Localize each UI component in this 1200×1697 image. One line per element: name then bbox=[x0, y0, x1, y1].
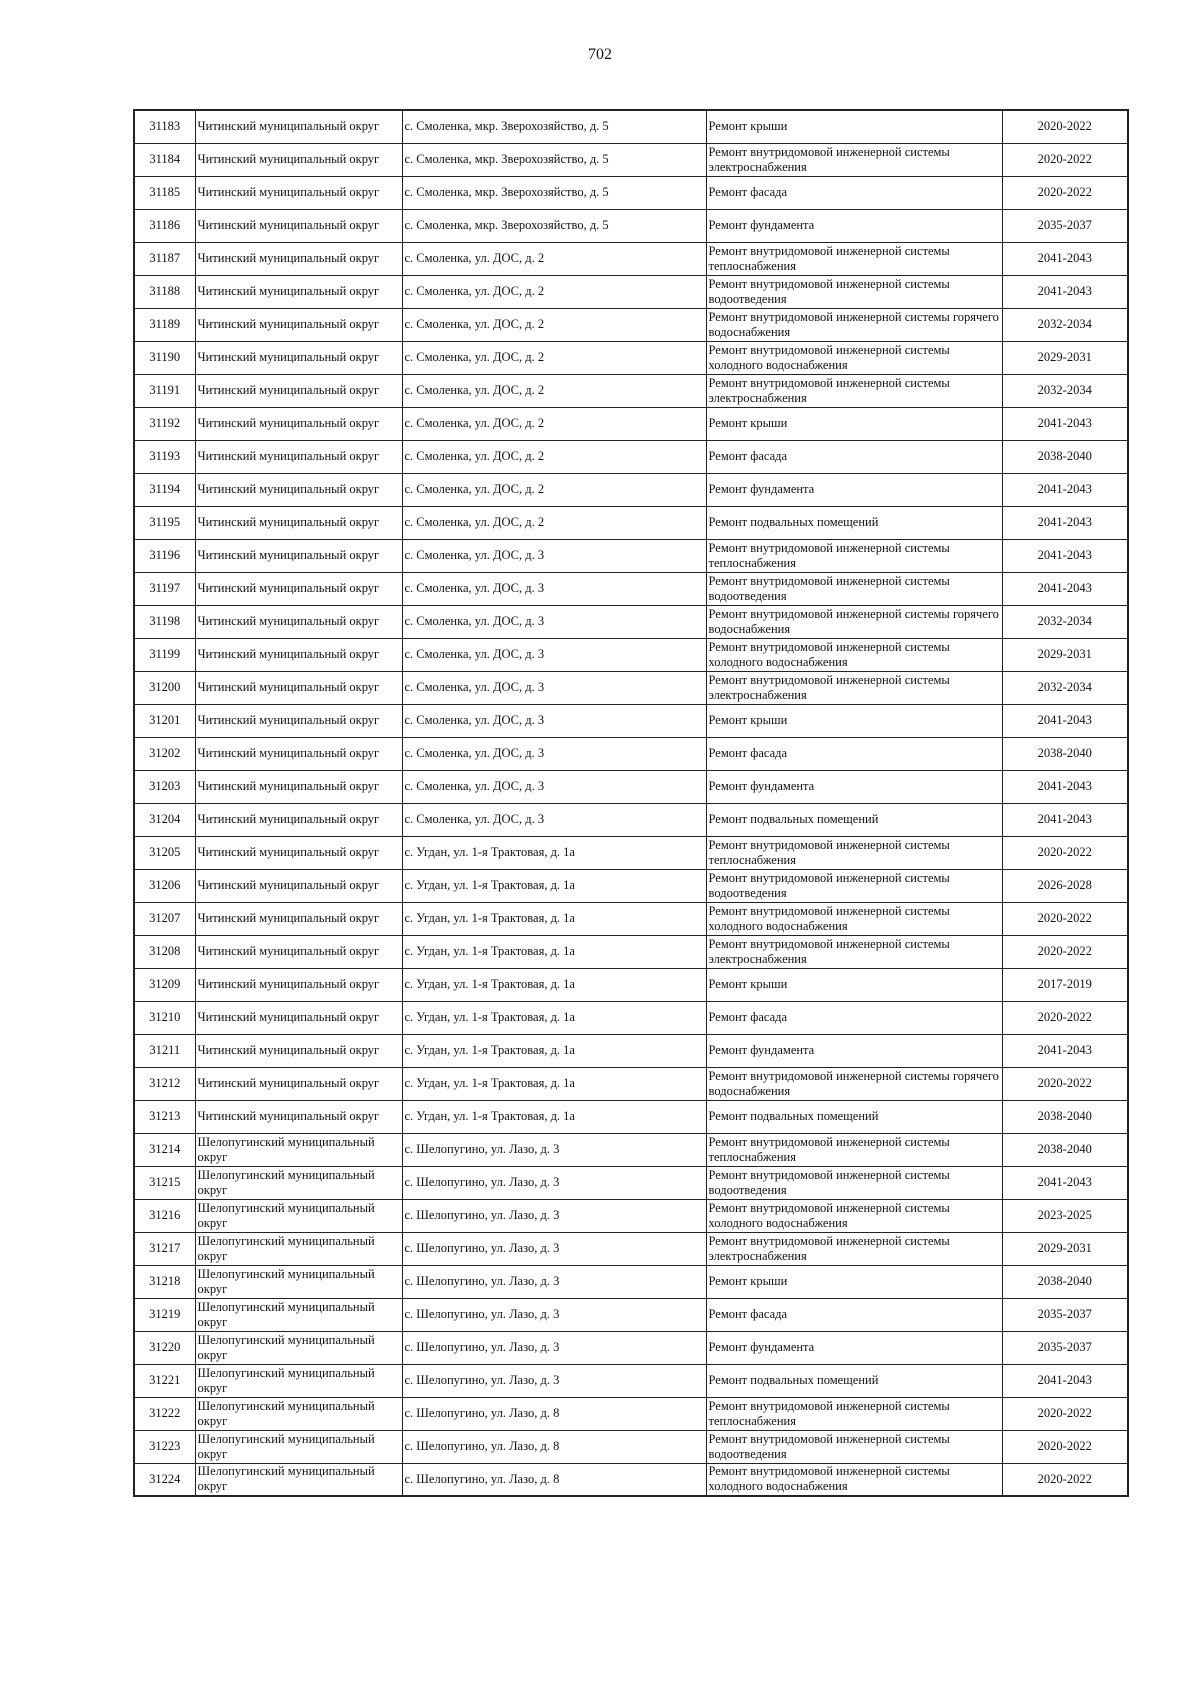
work-type-cell: Ремонт внутридомовой инженерной системы холодного водоснабжения bbox=[706, 1199, 1002, 1232]
work-type-cell: Ремонт фасада bbox=[706, 1298, 1002, 1331]
address-cell: с. Смоленка, ул. ДОС, д. 3 bbox=[402, 737, 706, 770]
work-type-cell: Ремонт фундамента bbox=[706, 770, 1002, 803]
table-row bbox=[134, 1397, 1128, 1430]
work-type-cell: Ремонт внутридомовой инженерной системы горячего водоснабжения bbox=[706, 1067, 1002, 1100]
municipality-cell: Шелопугинский муниципальный округ bbox=[195, 1133, 402, 1166]
row-number-cell: 31204 bbox=[134, 803, 195, 836]
row-number-cell: 31198 bbox=[134, 605, 195, 638]
table-row bbox=[134, 902, 1128, 935]
table-row bbox=[134, 1166, 1128, 1199]
address-cell: с. Смоленка, ул. ДОС, д. 3 bbox=[402, 539, 706, 572]
table-row bbox=[134, 209, 1128, 242]
table-row bbox=[134, 1199, 1128, 1232]
table-body bbox=[134, 110, 1128, 1496]
period-cell: 2020-2022 bbox=[1002, 1397, 1128, 1430]
table-row bbox=[134, 308, 1128, 341]
period-cell: 2020-2022 bbox=[1002, 176, 1128, 209]
address-cell: с. Смоленка, ул. ДОС, д. 2 bbox=[402, 473, 706, 506]
work-type-cell: Ремонт внутридомовой инженерной системы теплоснабжения bbox=[706, 539, 1002, 572]
address-cell: с. Смоленка, ул. ДОС, д. 2 bbox=[402, 374, 706, 407]
work-type-cell: Ремонт внутридомовой инженерной системы электроснабжения bbox=[706, 671, 1002, 704]
period-cell: 2041-2043 bbox=[1002, 275, 1128, 308]
work-type-cell: Ремонт внутридомовой инженерной системы водоотведения bbox=[706, 572, 1002, 605]
table-row bbox=[134, 1034, 1128, 1067]
municipality-cell: Читинский муниципальный округ bbox=[195, 638, 402, 671]
row-number-cell: 31223 bbox=[134, 1430, 195, 1463]
row-number-cell: 31203 bbox=[134, 770, 195, 803]
table-row bbox=[134, 176, 1128, 209]
period-cell: 2029-2031 bbox=[1002, 1232, 1128, 1265]
municipality-cell: Шелопугинский муниципальный округ bbox=[195, 1364, 402, 1397]
row-number-cell: 31206 bbox=[134, 869, 195, 902]
row-number-cell: 31187 bbox=[134, 242, 195, 275]
address-cell: с. Смоленка, ул. ДОС, д. 3 bbox=[402, 638, 706, 671]
municipality-cell: Читинский муниципальный округ bbox=[195, 209, 402, 242]
table-row bbox=[134, 1100, 1128, 1133]
table-row bbox=[134, 440, 1128, 473]
municipality-cell: Читинский муниципальный округ bbox=[195, 737, 402, 770]
address-cell: с. Шелопугино, ул. Лазо, д. 3 bbox=[402, 1331, 706, 1364]
table-row bbox=[134, 1463, 1128, 1496]
row-number-cell: 31193 bbox=[134, 440, 195, 473]
municipality-cell: Читинский муниципальный округ bbox=[195, 275, 402, 308]
municipality-cell: Читинский муниципальный округ bbox=[195, 968, 402, 1001]
work-type-cell: Ремонт фундамента bbox=[706, 473, 1002, 506]
period-cell: 2038-2040 bbox=[1002, 440, 1128, 473]
municipality-cell: Читинский муниципальный округ bbox=[195, 671, 402, 704]
work-type-cell: Ремонт внутридомовой инженерной системы теплоснабжения bbox=[706, 1397, 1002, 1430]
municipality-cell: Читинский муниципальный округ bbox=[195, 704, 402, 737]
address-cell: с. Шелопугино, ул. Лазо, д. 3 bbox=[402, 1166, 706, 1199]
work-type-cell: Ремонт внутридомовой инженерной системы водоотведения bbox=[706, 869, 1002, 902]
address-cell: с. Угдан, ул. 1-я Трактовая, д. 1а bbox=[402, 1100, 706, 1133]
row-number-cell: 31208 bbox=[134, 935, 195, 968]
address-cell: с. Угдан, ул. 1-я Трактовая, д. 1а bbox=[402, 869, 706, 902]
row-number-cell: 31221 bbox=[134, 1364, 195, 1397]
address-cell: с. Угдан, ул. 1-я Трактовая, д. 1а bbox=[402, 1034, 706, 1067]
municipality-cell: Читинский муниципальный округ bbox=[195, 935, 402, 968]
table-row bbox=[134, 110, 1128, 143]
table-row bbox=[134, 836, 1128, 869]
row-number-cell: 31224 bbox=[134, 1463, 195, 1496]
municipality-cell: Шелопугинский муниципальный округ bbox=[195, 1298, 402, 1331]
row-number-cell: 31218 bbox=[134, 1265, 195, 1298]
row-number-cell: 31212 bbox=[134, 1067, 195, 1100]
period-cell: 2023-2025 bbox=[1002, 1199, 1128, 1232]
work-type-cell: Ремонт крыши bbox=[706, 1265, 1002, 1298]
address-cell: с. Смоленка, ул. ДОС, д. 3 bbox=[402, 704, 706, 737]
address-cell: с. Угдан, ул. 1-я Трактовая, д. 1а bbox=[402, 836, 706, 869]
address-cell: с. Смоленка, ул. ДОС, д. 3 bbox=[402, 671, 706, 704]
page-number: 702 bbox=[588, 46, 612, 63]
table-row bbox=[134, 1430, 1128, 1463]
row-number-cell: 31202 bbox=[134, 737, 195, 770]
address-cell: с. Угдан, ул. 1-я Трактовая, д. 1а bbox=[402, 902, 706, 935]
address-cell: с. Смоленка, ул. ДОС, д. 3 bbox=[402, 803, 706, 836]
table-row bbox=[134, 869, 1128, 902]
period-cell: 2035-2037 bbox=[1002, 209, 1128, 242]
municipality-cell: Шелопугинский муниципальный округ bbox=[195, 1166, 402, 1199]
period-cell: 2041-2043 bbox=[1002, 1364, 1128, 1397]
row-number-cell: 31190 bbox=[134, 341, 195, 374]
work-type-cell: Ремонт внутридомовой инженерной системы холодного водоснабжения bbox=[706, 902, 1002, 935]
row-number-cell: 31222 bbox=[134, 1397, 195, 1430]
row-number-cell: 31209 bbox=[134, 968, 195, 1001]
row-number-cell: 31192 bbox=[134, 407, 195, 440]
row-number-cell: 31199 bbox=[134, 638, 195, 671]
work-type-cell: Ремонт внутридомовой инженерной системы теплоснабжения bbox=[706, 1133, 1002, 1166]
work-type-cell: Ремонт крыши bbox=[706, 110, 1002, 143]
table-row bbox=[134, 605, 1128, 638]
address-cell: с. Смоленка, ул. ДОС, д. 2 bbox=[402, 341, 706, 374]
municipality-cell: Читинский муниципальный округ bbox=[195, 1067, 402, 1100]
row-number-cell: 31185 bbox=[134, 176, 195, 209]
address-cell: с. Смоленка, ул. ДОС, д. 2 bbox=[402, 407, 706, 440]
address-cell: с. Смоленка, мкр. Зверохозяйство, д. 5 bbox=[402, 209, 706, 242]
row-number-cell: 31191 bbox=[134, 374, 195, 407]
period-cell: 2020-2022 bbox=[1002, 902, 1128, 935]
municipality-cell: Читинский муниципальный округ bbox=[195, 1034, 402, 1067]
municipality-cell: Читинский муниципальный округ bbox=[195, 407, 402, 440]
address-cell: с. Угдан, ул. 1-я Трактовая, д. 1а bbox=[402, 1067, 706, 1100]
row-number-cell: 31188 bbox=[134, 275, 195, 308]
table-row bbox=[134, 1331, 1128, 1364]
row-number-cell: 31219 bbox=[134, 1298, 195, 1331]
work-type-cell: Ремонт фундамента bbox=[706, 1034, 1002, 1067]
work-type-cell: Ремонт внутридомовой инженерной системы горячего водоснабжения bbox=[706, 605, 1002, 638]
municipality-cell: Читинский муниципальный округ bbox=[195, 341, 402, 374]
work-type-cell: Ремонт внутридомовой инженерной системы теплоснабжения bbox=[706, 242, 1002, 275]
work-type-cell: Ремонт крыши bbox=[706, 407, 1002, 440]
period-cell: 2020-2022 bbox=[1002, 1430, 1128, 1463]
period-cell: 2020-2022 bbox=[1002, 1001, 1128, 1034]
period-cell: 2041-2043 bbox=[1002, 242, 1128, 275]
municipality-cell: Читинский муниципальный округ bbox=[195, 473, 402, 506]
address-cell: с. Смоленка, мкр. Зверохозяйство, д. 5 bbox=[402, 110, 706, 143]
table-row bbox=[134, 671, 1128, 704]
work-type-cell: Ремонт внутридомовой инженерной системы горячего водоснабжения bbox=[706, 308, 1002, 341]
row-number-cell: 31214 bbox=[134, 1133, 195, 1166]
address-cell: с. Угдан, ул. 1-я Трактовая, д. 1а bbox=[402, 968, 706, 1001]
row-number-cell: 31210 bbox=[134, 1001, 195, 1034]
period-cell: 2029-2031 bbox=[1002, 341, 1128, 374]
work-type-cell: Ремонт фасада bbox=[706, 440, 1002, 473]
work-type-cell: Ремонт внутридомовой инженерной системы электроснабжения bbox=[706, 1232, 1002, 1265]
table-row bbox=[134, 737, 1128, 770]
table-row bbox=[134, 1232, 1128, 1265]
work-type-cell: Ремонт фундамента bbox=[706, 1331, 1002, 1364]
period-cell: 2041-2043 bbox=[1002, 704, 1128, 737]
table-row bbox=[134, 968, 1128, 1001]
work-type-cell: Ремонт внутридомовой инженерной системы холодного водоснабжения bbox=[706, 638, 1002, 671]
period-cell: 2038-2040 bbox=[1002, 1100, 1128, 1133]
table-row bbox=[134, 770, 1128, 803]
row-number-cell: 31201 bbox=[134, 704, 195, 737]
row-number-cell: 31220 bbox=[134, 1331, 195, 1364]
municipality-cell: Читинский муниципальный округ bbox=[195, 176, 402, 209]
municipality-cell: Читинский муниципальный округ bbox=[195, 770, 402, 803]
row-number-cell: 31196 bbox=[134, 539, 195, 572]
address-cell: с. Шелопугино, ул. Лазо, д. 3 bbox=[402, 1232, 706, 1265]
table-row bbox=[134, 242, 1128, 275]
address-cell: с. Смоленка, мкр. Зверохозяйство, д. 5 bbox=[402, 143, 706, 176]
table-row bbox=[134, 935, 1128, 968]
row-number-cell: 31213 bbox=[134, 1100, 195, 1133]
period-cell: 2041-2043 bbox=[1002, 506, 1128, 539]
work-type-cell: Ремонт внутридомовой инженерной системы холодного водоснабжения bbox=[706, 1463, 1002, 1496]
work-type-cell: Ремонт подвальных помещений bbox=[706, 803, 1002, 836]
municipality-cell: Читинский муниципальный округ bbox=[195, 242, 402, 275]
address-cell: с. Угдан, ул. 1-я Трактовая, д. 1а bbox=[402, 1001, 706, 1034]
municipality-cell: Читинский муниципальный округ bbox=[195, 374, 402, 407]
address-cell: с. Шелопугино, ул. Лазо, д. 8 bbox=[402, 1463, 706, 1496]
period-cell: 2032-2034 bbox=[1002, 671, 1128, 704]
table-row bbox=[134, 1067, 1128, 1100]
address-cell: с. Смоленка, ул. ДОС, д. 2 bbox=[402, 506, 706, 539]
row-number-cell: 31189 bbox=[134, 308, 195, 341]
address-cell: с. Смоленка, ул. ДОС, д. 2 bbox=[402, 440, 706, 473]
work-type-cell: Ремонт внутридомовой инженерной системы водоотведения bbox=[706, 275, 1002, 308]
row-number-cell: 31194 bbox=[134, 473, 195, 506]
table-row bbox=[134, 374, 1128, 407]
work-type-cell: Ремонт подвальных помещений bbox=[706, 506, 1002, 539]
period-cell: 2026-2028 bbox=[1002, 869, 1128, 902]
row-number-cell: 31184 bbox=[134, 143, 195, 176]
work-type-cell: Ремонт внутридомовой инженерной системы электроснабжения bbox=[706, 143, 1002, 176]
row-number-cell: 31207 bbox=[134, 902, 195, 935]
period-cell: 2020-2022 bbox=[1002, 143, 1128, 176]
municipality-cell: Читинский муниципальный округ bbox=[195, 869, 402, 902]
address-cell: с. Смоленка, ул. ДОС, д. 3 bbox=[402, 770, 706, 803]
period-cell: 2035-2037 bbox=[1002, 1298, 1128, 1331]
address-cell: с. Смоленка, ул. ДОС, д. 3 bbox=[402, 605, 706, 638]
table-row bbox=[134, 506, 1128, 539]
row-number-cell: 31200 bbox=[134, 671, 195, 704]
municipality-cell: Читинский муниципальный округ bbox=[195, 1001, 402, 1034]
row-number-cell: 31205 bbox=[134, 836, 195, 869]
row-number-cell: 31217 bbox=[134, 1232, 195, 1265]
table-row bbox=[134, 1298, 1128, 1331]
address-cell: с. Шелопугино, ул. Лазо, д. 3 bbox=[402, 1364, 706, 1397]
period-cell: 2029-2031 bbox=[1002, 638, 1128, 671]
period-cell: 2041-2043 bbox=[1002, 770, 1128, 803]
table-row bbox=[134, 638, 1128, 671]
table-row bbox=[134, 1133, 1128, 1166]
table-row bbox=[134, 1001, 1128, 1034]
row-number-cell: 31183 bbox=[134, 110, 195, 143]
address-cell: с. Смоленка, ул. ДОС, д. 2 bbox=[402, 242, 706, 275]
period-cell: 2020-2022 bbox=[1002, 1067, 1128, 1100]
municipality-cell: Читинский муниципальный округ bbox=[195, 902, 402, 935]
work-type-cell: Ремонт крыши bbox=[706, 968, 1002, 1001]
period-cell: 2041-2043 bbox=[1002, 473, 1128, 506]
municipality-cell: Читинский муниципальный округ bbox=[195, 803, 402, 836]
table-row bbox=[134, 275, 1128, 308]
period-cell: 2041-2043 bbox=[1002, 1166, 1128, 1199]
table-row bbox=[134, 1364, 1128, 1397]
table-row bbox=[134, 1265, 1128, 1298]
period-cell: 2020-2022 bbox=[1002, 935, 1128, 968]
period-cell: 2035-2037 bbox=[1002, 1331, 1128, 1364]
table-row bbox=[134, 407, 1128, 440]
period-cell: 2038-2040 bbox=[1002, 1265, 1128, 1298]
period-cell: 2041-2043 bbox=[1002, 572, 1128, 605]
municipality-cell: Шелопугинский муниципальный округ bbox=[195, 1463, 402, 1496]
address-cell: с. Смоленка, мкр. Зверохозяйство, д. 5 bbox=[402, 176, 706, 209]
table-row bbox=[134, 803, 1128, 836]
work-type-cell: Ремонт подвальных помещений bbox=[706, 1364, 1002, 1397]
municipality-cell: Шелопугинский муниципальный округ bbox=[195, 1331, 402, 1364]
municipality-cell: Читинский муниципальный округ bbox=[195, 539, 402, 572]
municipality-cell: Читинский муниципальный округ bbox=[195, 506, 402, 539]
table-row bbox=[134, 473, 1128, 506]
work-type-cell: Ремонт фундамента bbox=[706, 209, 1002, 242]
row-number-cell: 31186 bbox=[134, 209, 195, 242]
address-cell: с. Шелопугино, ул. Лазо, д. 8 bbox=[402, 1430, 706, 1463]
period-cell: 2017-2019 bbox=[1002, 968, 1128, 1001]
repair-schedule-table bbox=[133, 109, 1129, 1497]
municipality-cell: Читинский муниципальный округ bbox=[195, 1100, 402, 1133]
table-row bbox=[134, 704, 1128, 737]
period-cell: 2032-2034 bbox=[1002, 374, 1128, 407]
period-cell: 2041-2043 bbox=[1002, 407, 1128, 440]
period-cell: 2041-2043 bbox=[1002, 803, 1128, 836]
row-number-cell: 31215 bbox=[134, 1166, 195, 1199]
work-type-cell: Ремонт внутридомовой инженерной системы электроснабжения bbox=[706, 935, 1002, 968]
address-cell: с. Смоленка, ул. ДОС, д. 2 bbox=[402, 308, 706, 341]
address-cell: с. Шелопугино, ул. Лазо, д. 3 bbox=[402, 1199, 706, 1232]
table-row bbox=[134, 341, 1128, 374]
period-cell: 2020-2022 bbox=[1002, 1463, 1128, 1496]
municipality-cell: Шелопугинский муниципальный округ bbox=[195, 1232, 402, 1265]
work-type-cell: Ремонт внутридомовой инженерной системы теплоснабжения bbox=[706, 836, 1002, 869]
row-number-cell: 31197 bbox=[134, 572, 195, 605]
municipality-cell: Шелопугинский муниципальный округ bbox=[195, 1397, 402, 1430]
period-cell: 2020-2022 bbox=[1002, 836, 1128, 869]
municipality-cell: Шелопугинский муниципальный округ bbox=[195, 1265, 402, 1298]
work-type-cell: Ремонт фасада bbox=[706, 176, 1002, 209]
table-row bbox=[134, 539, 1128, 572]
period-cell: 2032-2034 bbox=[1002, 308, 1128, 341]
municipality-cell: Читинский муниципальный округ bbox=[195, 308, 402, 341]
municipality-cell: Читинский муниципальный округ bbox=[195, 572, 402, 605]
period-cell: 2041-2043 bbox=[1002, 539, 1128, 572]
period-cell: 2032-2034 bbox=[1002, 605, 1128, 638]
address-cell: с. Шелопугино, ул. Лазо, д. 3 bbox=[402, 1133, 706, 1166]
row-number-cell: 31216 bbox=[134, 1199, 195, 1232]
address-cell: с. Смоленка, ул. ДОС, д. 3 bbox=[402, 572, 706, 605]
work-type-cell: Ремонт внутридомовой инженерной системы водоотведения bbox=[706, 1166, 1002, 1199]
row-number-cell: 31195 bbox=[134, 506, 195, 539]
table-row bbox=[134, 572, 1128, 605]
municipality-cell: Шелопугинский муниципальный округ bbox=[195, 1199, 402, 1232]
municipality-cell: Шелопугинский муниципальный округ bbox=[195, 1430, 402, 1463]
work-type-cell: Ремонт внутридомовой инженерной системы водоотведения bbox=[706, 1430, 1002, 1463]
municipality-cell: Читинский муниципальный округ bbox=[195, 836, 402, 869]
work-type-cell: Ремонт подвальных помещений bbox=[706, 1100, 1002, 1133]
work-type-cell: Ремонт внутридомовой инженерной системы электроснабжения bbox=[706, 374, 1002, 407]
period-cell: 2041-2043 bbox=[1002, 1034, 1128, 1067]
work-type-cell: Ремонт крыши bbox=[706, 704, 1002, 737]
period-cell: 2038-2040 bbox=[1002, 1133, 1128, 1166]
table-row bbox=[134, 143, 1128, 176]
work-type-cell: Ремонт фасада bbox=[706, 737, 1002, 770]
address-cell: с. Смоленка, ул. ДОС, д. 2 bbox=[402, 275, 706, 308]
address-cell: с. Шелопугино, ул. Лазо, д. 3 bbox=[402, 1265, 706, 1298]
row-number-cell: 31211 bbox=[134, 1034, 195, 1067]
address-cell: с. Шелопугино, ул. Лазо, д. 8 bbox=[402, 1397, 706, 1430]
work-type-cell: Ремонт фасада bbox=[706, 1001, 1002, 1034]
municipality-cell: Читинский муниципальный округ bbox=[195, 110, 402, 143]
address-cell: с. Шелопугино, ул. Лазо, д. 3 bbox=[402, 1298, 706, 1331]
municipality-cell: Читинский муниципальный округ bbox=[195, 605, 402, 638]
municipality-cell: Читинский муниципальный округ bbox=[195, 440, 402, 473]
period-cell: 2020-2022 bbox=[1002, 110, 1128, 143]
work-type-cell: Ремонт внутридомовой инженерной системы холодного водоснабжения bbox=[706, 341, 1002, 374]
period-cell: 2038-2040 bbox=[1002, 737, 1128, 770]
address-cell: с. Угдан, ул. 1-я Трактовая, д. 1а bbox=[402, 935, 706, 968]
municipality-cell: Читинский муниципальный округ bbox=[195, 143, 402, 176]
